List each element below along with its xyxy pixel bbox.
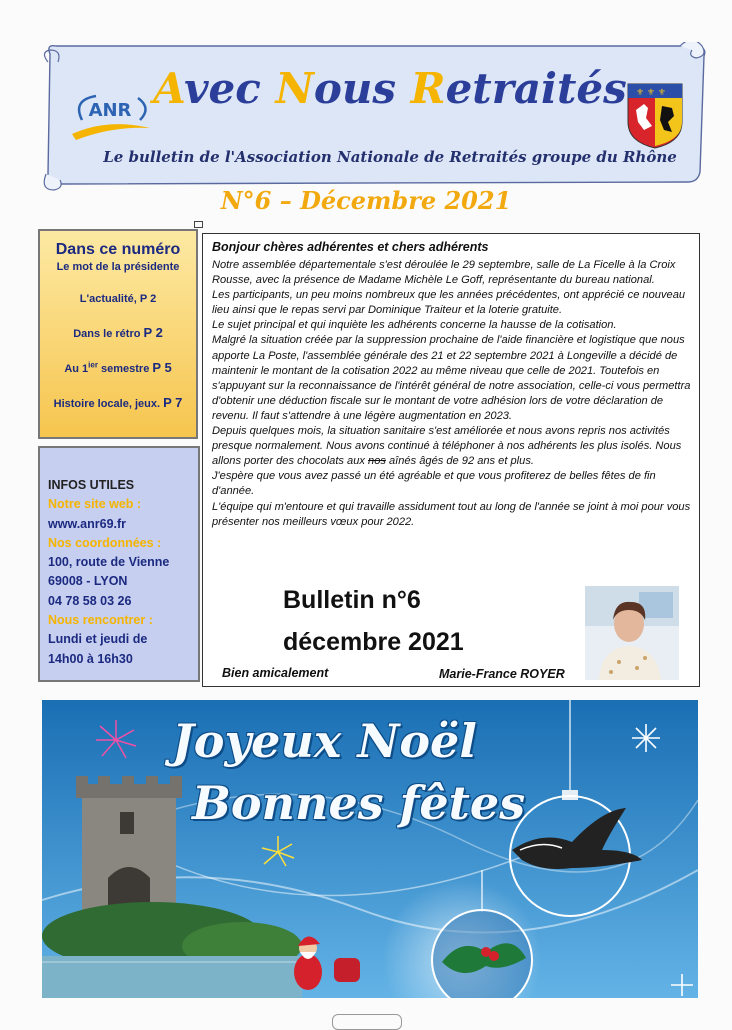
toc-item-history: Histoire locale, jeux. P 7 (53, 395, 183, 410)
rhone-coat-of-arms-icon (626, 82, 684, 150)
phone-number[interactable]: 04 78 58 03 26 (48, 593, 132, 608)
toc-heading: Dans ce numéro (55, 241, 181, 258)
svg-text:⚜ ⚜ ⚜: ⚜ ⚜ ⚜ (636, 88, 666, 98)
page-bottom-tab (332, 1014, 402, 1030)
meeting-days: Lundi et jeudi de (48, 632, 148, 647)
meeting-hours: 14h00 à 16h30 (48, 651, 133, 666)
toc-item-president: Le mot de la présidente (56, 261, 180, 273)
letter-paragraph: Les participants, un peu moins nombreux que les années précédentes, ont apprécié ce nouveau lieu ainsi que le repas servi par Dominique Traiteur et la loterie gratuite. (212, 289, 686, 317)
header-banner (40, 42, 700, 186)
letter-paragraph: Notre assemblée départementale s'est déroulée le 29 septembre, salle de La Ficelle à la Croix Rousse, avec la présence de Madame Michèle Le Goff, représentante du bureau national. (212, 259, 676, 287)
title-word-3: etraités (445, 64, 627, 113)
letter-greeting: Bonjour chères adhérentes et chers adhérents (212, 240, 489, 254)
title-word-1: vec (184, 64, 276, 113)
struck-word: nos (368, 455, 386, 468)
title-cap-a: A (153, 64, 185, 113)
toc-item-news: L'actualité, P 2 (79, 293, 157, 305)
president-photo (585, 586, 679, 680)
letter-closing: Bien amicalement (222, 666, 329, 680)
useful-info-heading: INFOS UTILES (48, 478, 135, 492)
christmas-card (42, 700, 698, 998)
contact-label: Nos coordonnées : (48, 535, 162, 550)
website-label: Notre site web : (48, 497, 142, 512)
meeting-label: Nous rencontrer : (48, 613, 153, 628)
letter-paragraph: Le sujet principal et qui inquiète les adhérents concerne la hausse de la cotisation. (212, 319, 617, 332)
letter-paragraph: L'équipe qui m'entoure et qui travaille assidument tout au long de l'année se joint à moi pour vous présenter nos meilleurs vœux pour 2022. (212, 500, 691, 528)
website-link[interactable]: www.anr69.fr (48, 516, 127, 531)
letter-paragraph: J'espère que vous avez passé un été agréable et que vous profiterez de belles fêtes de fin d'année. (212, 470, 656, 498)
title-cap-n: N (275, 64, 314, 113)
letter-signature: Marie-France ROYER (439, 667, 565, 681)
title-word-2: ous (313, 64, 411, 113)
newsletter-subtitle: Le bulletin de l'Association Nationale de Retraités groupe du Rhône (103, 148, 677, 166)
title-cap-r: R (410, 64, 446, 113)
toc-item-retro: Dans le rétro P 2 (73, 325, 163, 340)
toc-box (38, 229, 198, 439)
letter-paragraph: Depuis quelques mois, la situation sanitaire s'est améliorée et nous avons repris nos activités presque normalement. Nous avons continué à téléphoner à nos adhérents les plus isolés. Nous allons porter des chocolats aux nos aînés âgés de 92 ans et plus. (212, 425, 682, 468)
bulletin-number: Bulletin n°6 (283, 586, 421, 614)
address-line-2: 69008 - LYON (48, 574, 128, 589)
happy-holidays-text: Bonnes fêtes (192, 776, 526, 830)
toc-item-semester: Au $1^{ier}$ semestre P 5 (64, 360, 172, 375)
letter-body (212, 258, 692, 530)
tower-icon (76, 776, 182, 910)
merry-christmas-text: Joyeux Noël (172, 714, 477, 768)
fold-mark (194, 221, 203, 228)
bulletin-date: décembre 2021 (283, 628, 464, 656)
issue-number: N°6 – Décembre 2021 (220, 186, 512, 215)
address-line-1: 100, route de Vienne (48, 555, 170, 570)
letter-paragraph: Malgré la situation créée par la suppression prochaine de l'aide financière et logistique que nous apporte La Poste, l'assemblée générale des 21 et 22 septembre 2021 à Longeville a décidé de maintenir le montant de la cotisation 2022 au même niveau que celle de 2021. Toutefois en s'appuyant sur la reconnaissance de l'intérêt général de notre association, celle-ci vous permettra d'obtenir une déduction fiscale sur le montant de votre adhésion lors de votre déclaration de revenu. Il faut s'attendre à une légère augmentation en 2023. (212, 334, 691, 422)
president-letter (202, 233, 700, 687)
useful-info-box (38, 446, 200, 682)
logo-text: ANR (88, 100, 132, 121)
